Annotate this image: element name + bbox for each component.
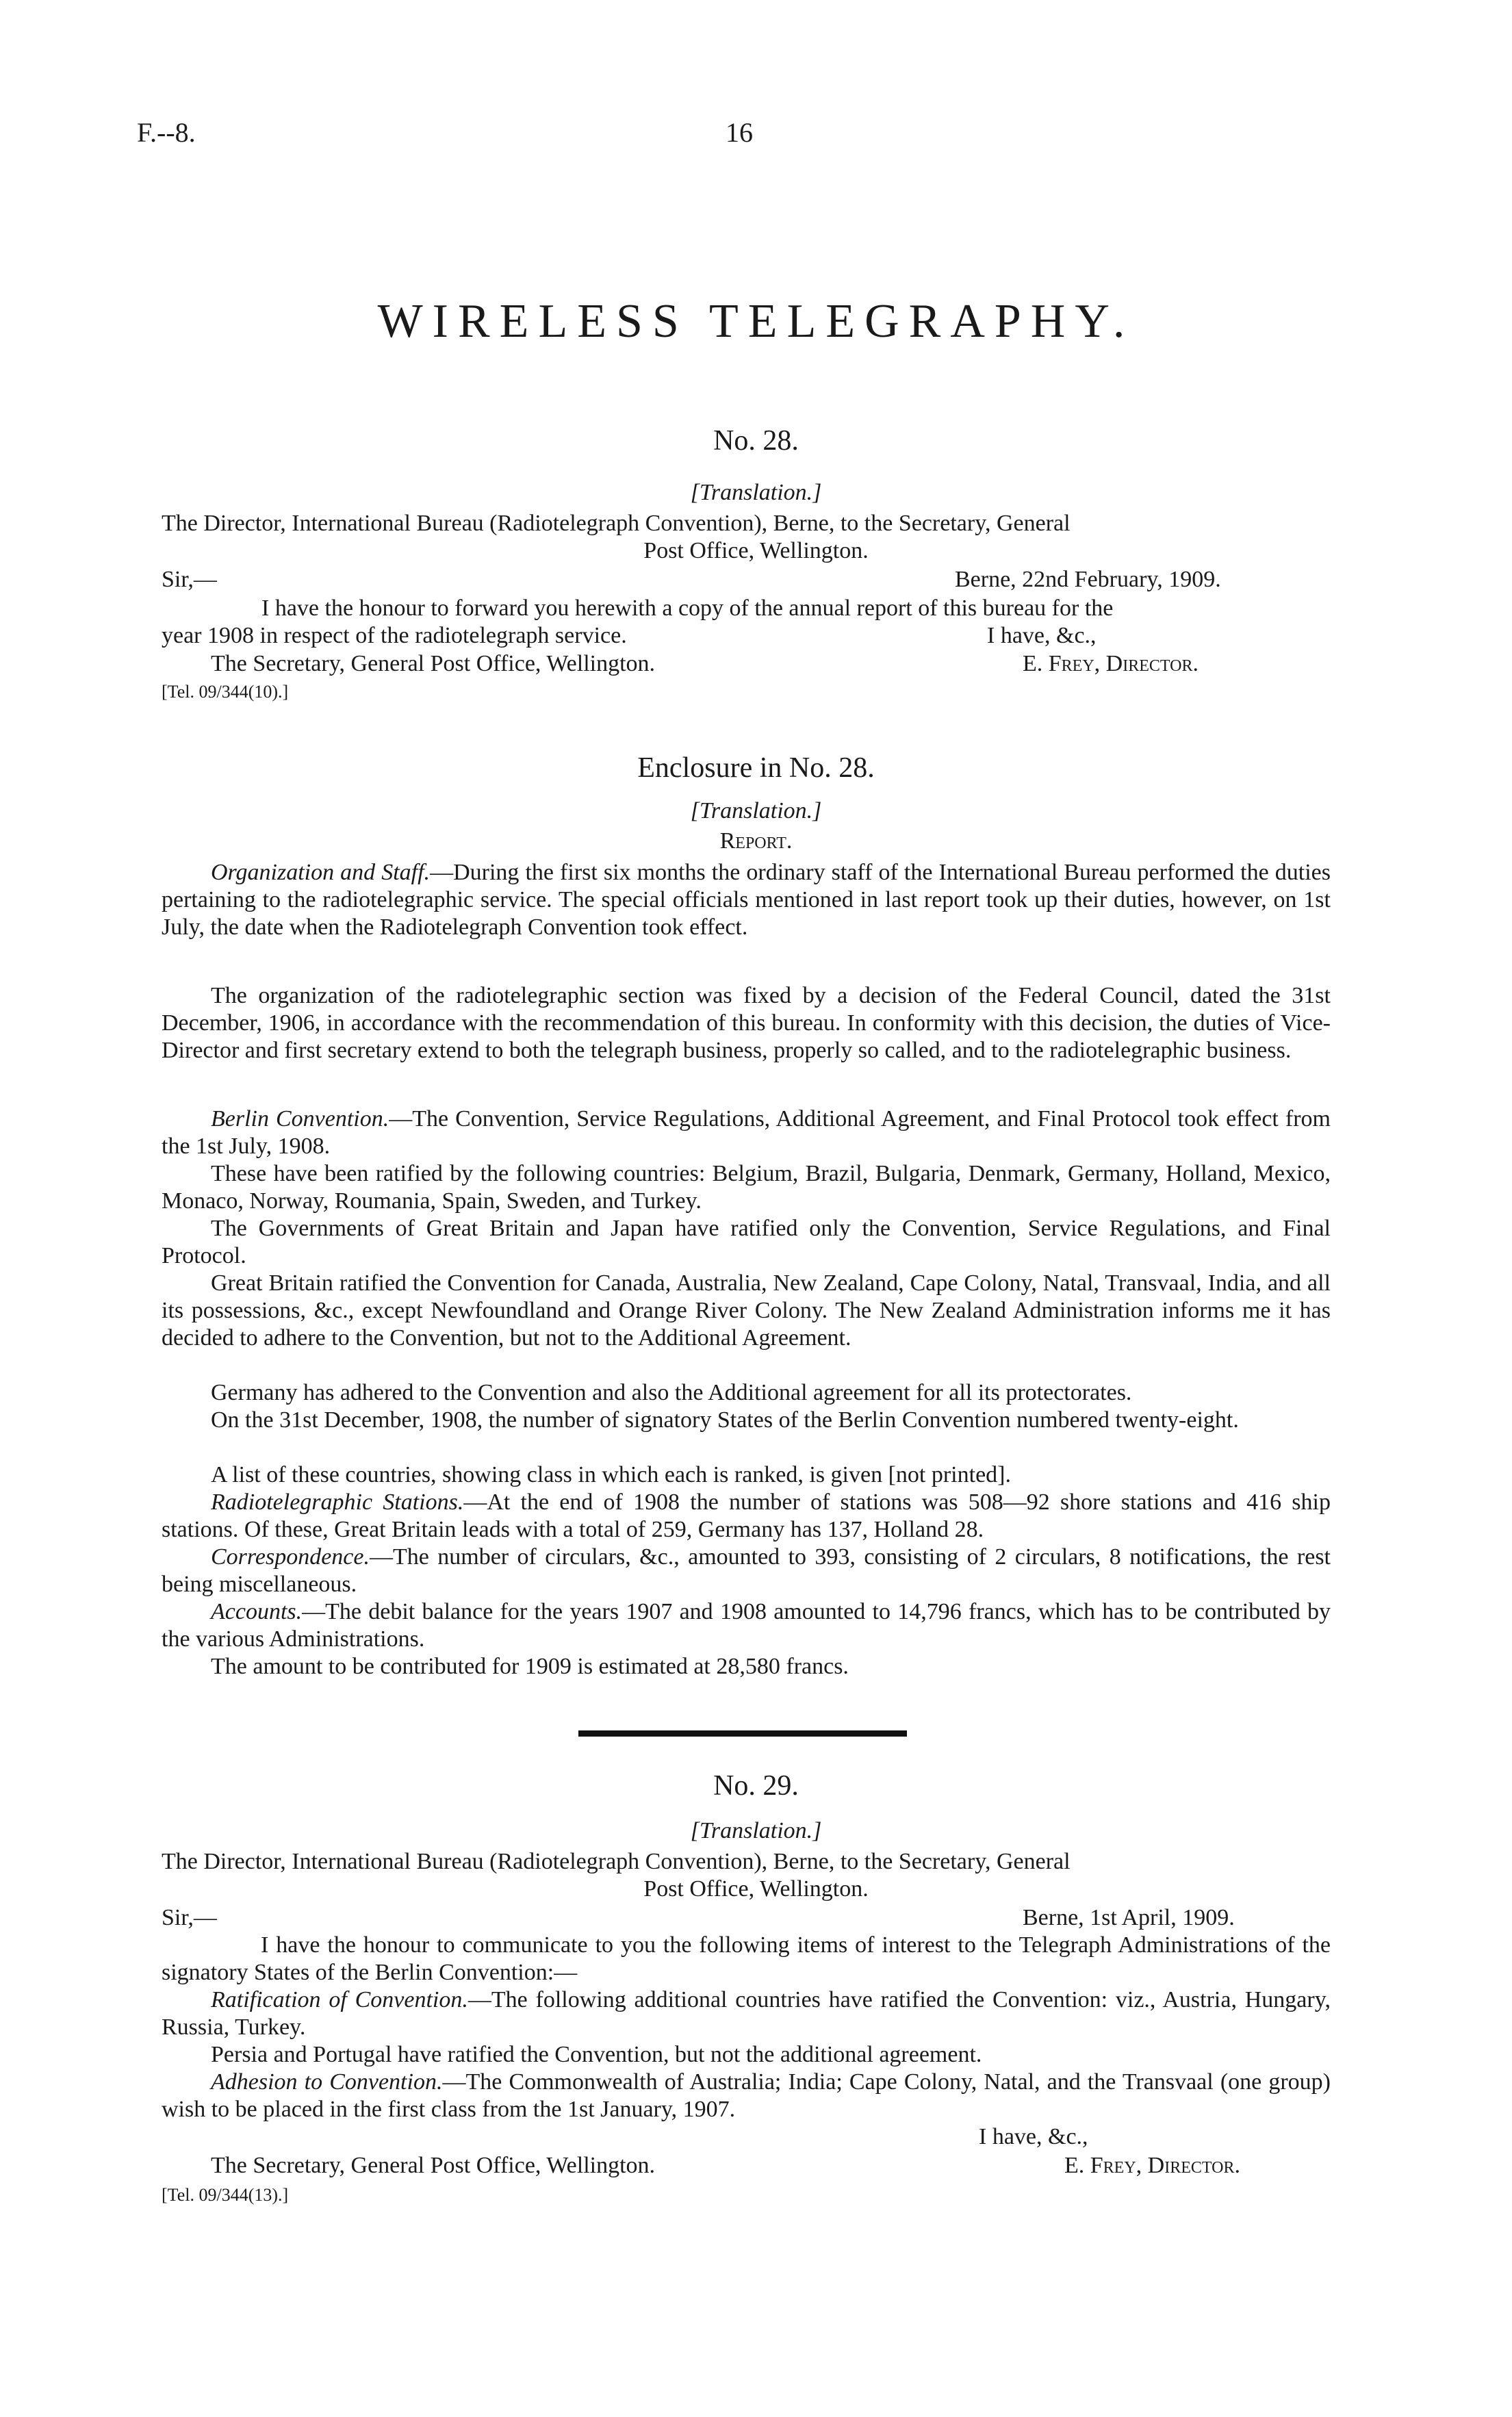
report-ratified-paragraph: These have been ratified by the following countries: Belgium, Brazil, Bulgaria, Denmark, Germany, Holland, Mexico, Monaco, Norway, Roumania, Spain, Sweden, and Turkey.	[162, 1161, 1331, 1214]
no29-closing: I have, &c.,	[979, 2124, 1088, 2149]
no28-closing: I have, &c.,	[987, 623, 1097, 648]
no29-from-line1: The Director, International Bureau (Radiotelegraph Convention), Berne, to the Secretary, General	[162, 1849, 1071, 1874]
report-accounts-text: —The debit balance for the years 1907 and 1908 amounted to 14,796 francs, which has to be contributed by the various Administrations.	[162, 1599, 1331, 1652]
no29-date: Berne, 1st April, 1909.	[1023, 1905, 1235, 1930]
no29-signature: E. Frey, Director.	[1064, 2153, 1240, 2178]
document-reference: F.--8.	[137, 117, 196, 148]
no29-from-line2: Post Office, Wellington.	[643, 1876, 869, 1902]
no28-heading: No. 28.	[713, 425, 799, 457]
report-correspondence-text: —The number of circulars, &c., amounted to 393, consisting of 2 circulars, 8 notifications, the rest being miscellaneous.	[162, 1544, 1331, 1597]
report-governments-paragraph: The Governments of Great Britain and Japan have ratified only the Convention, Service Regulations, and Final Protocol.	[162, 1216, 1331, 1268]
no28-from-line1: The Director, International Bureau (Radiotelegraph Convention), Berne, to the Secretary, General	[162, 511, 1071, 536]
report-berlin-paragraph	[162, 1105, 1331, 1160]
report-germany-paragraph: Germany has adhered to the Convention and also the Additional agreement for all its protectorates.	[211, 1380, 1132, 1405]
report-organization-text: —During the first six months the ordinary staff of the International Bureau performed the duties pertaining to the radiotelegraphic service. The special officials mentioned in last report took up their duties, however, on 1st July, the date when the Radiotelegraph Convention took effect.	[162, 860, 1331, 940]
no28-body-line1: I have the honour to forward you herewith a copy of the annual report of this bureau for the	[261, 596, 1114, 621]
no29-adhesion-paragraph	[162, 2069, 1331, 2123]
report-list-paragraph: A list of these countries, showing class in which each is ranked, is given [not printed].	[211, 1462, 1011, 1487]
report-correspondence-paragraph	[162, 1544, 1331, 1598]
no29-ratification-text: —The following additional countries have ratified the Convention: viz., Austria, Hungary, Russia, Turkey.	[162, 1987, 1331, 2040]
no29-adhesion-text: —The Commonwealth of Australia; India; Cape Colony, Natal, and the Transvaal (one group) wish to be placed in the first class from the 1st January, 1907.	[162, 2069, 1331, 2122]
no28-translation: [Translation.]	[690, 480, 822, 505]
report-great-britain-paragraph: Great Britain ratified the Convention for Canada, Australia, New Zealand, Cape Colony, Natal, Transvaal, India, and all its possessions, &c., except Newfoundland and Orange River Colony. The New Zealand Administration informs me it has decided to adhere to the Convention, but not to the Additional Agreement.	[162, 1270, 1331, 1351]
report-signatory-paragraph: On the 31st December, 1908, the number of signatory States of the Berlin Convention numbered twenty-eight.	[211, 1407, 1239, 1433]
report-accounts-label: Accounts.	[211, 1599, 303, 1624]
no29-heading: No. 29.	[713, 1770, 799, 1802]
no29-ratification-paragraph	[162, 1986, 1331, 2041]
report-section-paragraph: The organization of the radiotelegraphic section was fixed by a decision of the Federal Council, dated the 31st December, 1906, in accordance with the recommendation of this bureau. In conformity with this decision, the duties of Vice-Director and first secretary extend to both the telegraph business, properly so called, and to the radiotelegraphic business.	[162, 983, 1331, 1063]
no28-from-line2: Post Office, Wellington.	[643, 538, 869, 563]
no28-body-line2: year 1908 in respect of the radiotelegraph service.	[162, 623, 627, 648]
section-divider	[578, 1730, 907, 1737]
enclosure-report-heading: Report.	[719, 828, 793, 854]
report-accounts-paragraph	[162, 1598, 1331, 1653]
report-stations-text: —At the end of 1908 the number of stations was 508—92 shore stations and 416 ship stations. Of these, Great Britain leads with a total of 259, Germany has 137, Holland 28.	[162, 1489, 1331, 1542]
report-organization-label: Organization and Staff.	[211, 860, 431, 885]
no29-salutation: Sir,—	[162, 1905, 217, 1930]
no29-translation: [Translation.]	[690, 1818, 822, 1843]
enclosure-heading: Enclosure in No. 28.	[637, 752, 875, 784]
no28-tel-reference: [Tel. 09/344(10).]	[162, 682, 289, 702]
page-title: WIRELESS TELEGRAPHY.	[377, 295, 1135, 348]
no29-adhesion-label: Adhesion to Convention.	[211, 2069, 443, 2095]
no29-tel-reference: [Tel. 09/344(13).]	[162, 2185, 289, 2205]
no29-body-paragraph: I have the honour to communicate to you the following items of interest to the Telegraph Administrations of the signatory States of the Berlin Convention:—	[162, 1932, 1331, 1985]
report-correspondence-label: Correspondence.	[211, 1544, 370, 1570]
no29-addressee: The Secretary, General Post Office, Wellington.	[211, 2153, 656, 2178]
no29-ratification-label: Ratification of Convention.	[211, 1987, 468, 2012]
no28-signature: E. Frey, Director.	[1023, 651, 1199, 676]
page-number: 16	[726, 117, 753, 148]
report-stations-paragraph	[162, 1489, 1331, 1544]
no28-addressee: The Secretary, General Post Office, Wellington.	[211, 651, 656, 676]
report-stations-label: Radiotelegraphic Stations.	[211, 1489, 464, 1515]
report-estimate-paragraph: The amount to be contributed for 1909 is estimated at 28,580 francs.	[211, 1654, 849, 1679]
no28-date: Berne, 22nd February, 1909.	[955, 567, 1221, 592]
no28-salutation: Sir,—	[162, 567, 217, 592]
report-organization-paragraph	[162, 859, 1331, 941]
enclosure-translation: [Translation.]	[690, 798, 822, 823]
report-berlin-label: Berlin Convention.	[211, 1106, 389, 1131]
no29-persia-paragraph: Persia and Portugal have ratified the Convention, but not the additional agreement.	[211, 2042, 982, 2067]
report-berlin-text: —The Convention, Service Regulations, Additional Agreement, and Final Protocol took effect from the 1st July, 1908.	[162, 1106, 1331, 1159]
